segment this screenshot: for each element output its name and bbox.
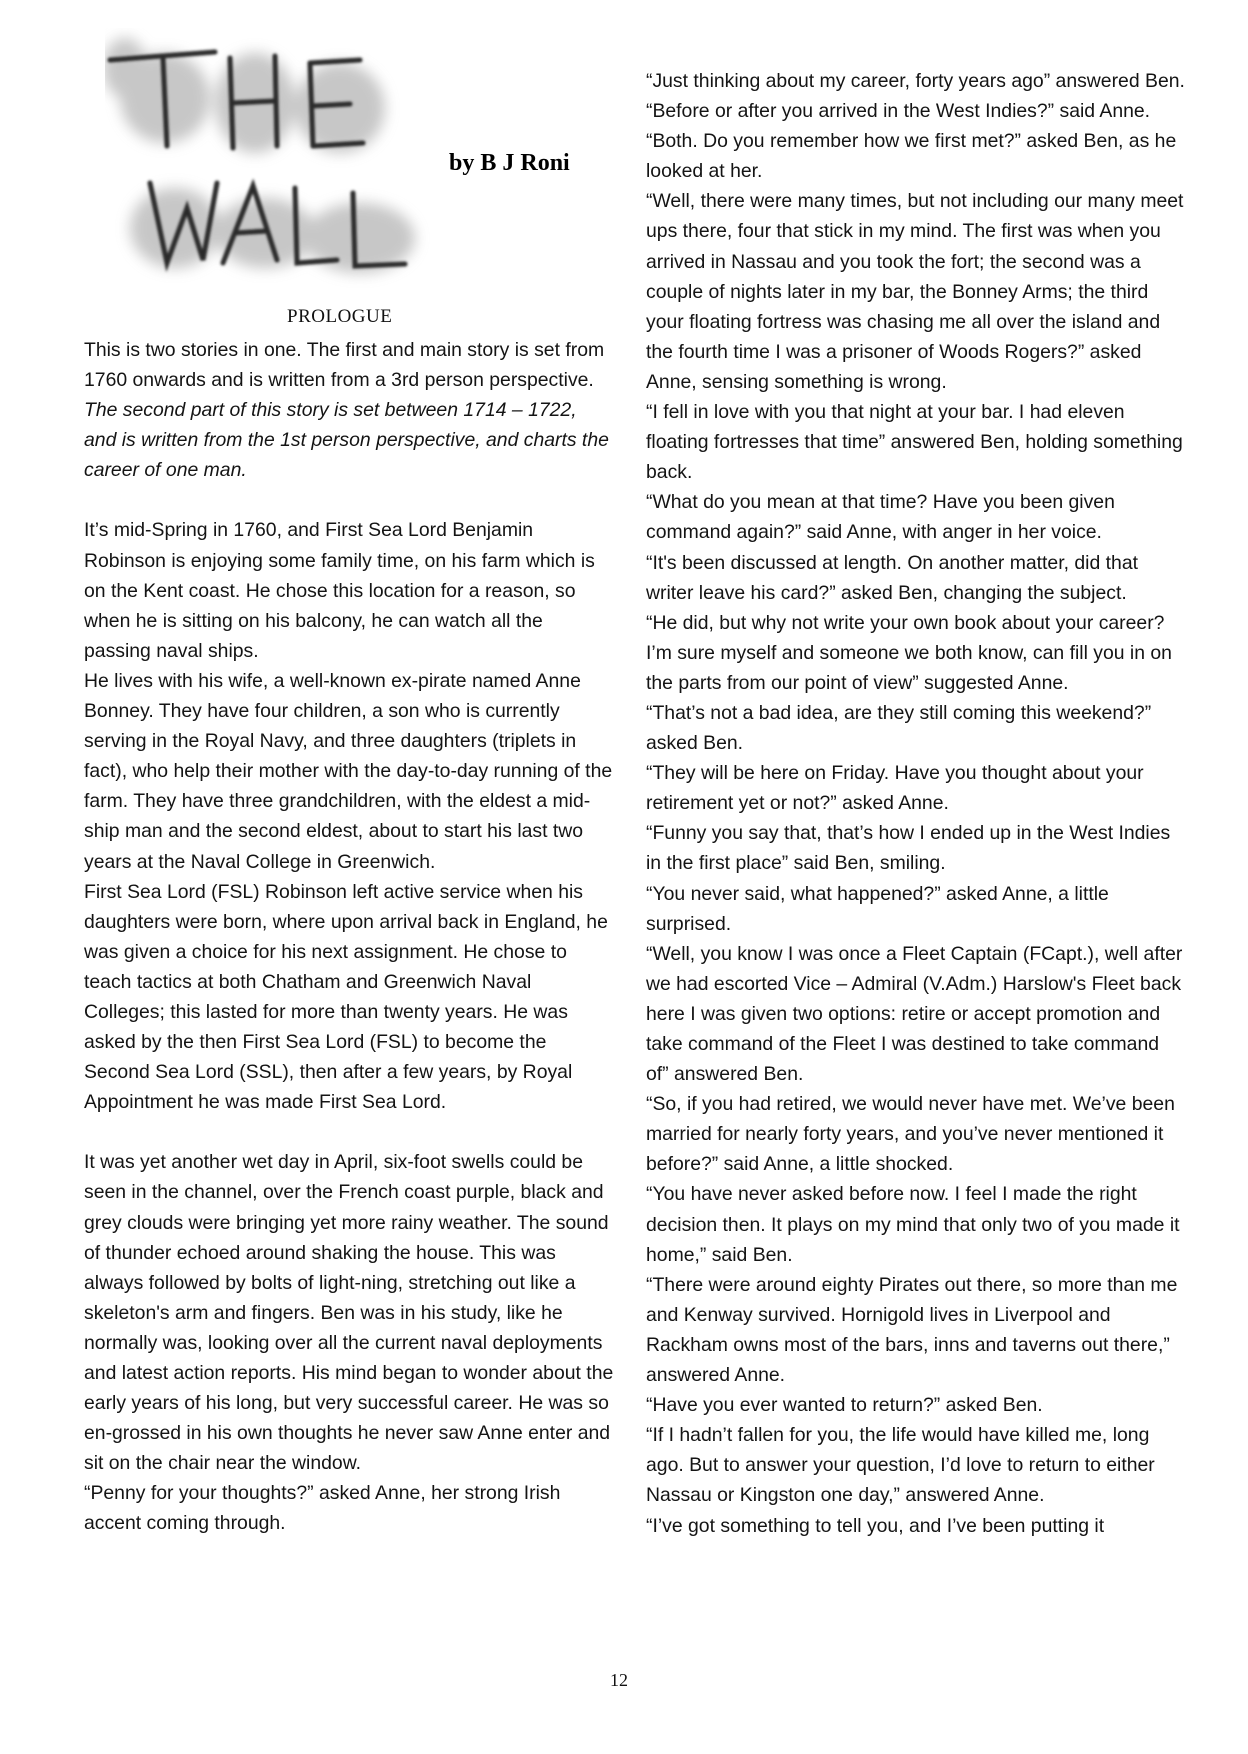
dialogue-line: “It's been discussed at length. On another matter, did that writer leave his card?” asked Ben, changing the subject. <box>646 551 1138 604</box>
dialogue-line: “Funny you say that, that’s how I ended up in the West Indies in the first place” said Ben, smiling. <box>646 822 1171 875</box>
prologue-intro-plain: This is two stories in one. The first and main story is set from 1760 onwards and is written from a 3rd person perspective. <box>84 339 605 392</box>
dialogue-line: “Well, you know I was once a Fleet Captain (FCapt.), well after we had escorted Vice – Admiral (V.Adm.) Harslow's Fleet back here I was given two options: retire or accept promotion and take command of the Fleet I was destined to take command of” answered Ben. <box>646 942 1183 1086</box>
dialogue-line: “If I hadn’t fallen for you, the life would have killed me, long ago. But to answer your question, I’d love to return to either Nassau or Kingston one day,” answered Anne. <box>646 1424 1155 1507</box>
dialogue-line: “You have never asked before now. I feel I made the right decision then. It plays on my mind that only two of you made it home,” said Ben. <box>646 1183 1180 1266</box>
dialogue-line: “There were around eighty Pirates out there, so more than me and Kenway survived. Hornigold lives in Liverpool and Rackham owns most of the bars, inns and taverns out there,” answered Anne. <box>646 1273 1178 1387</box>
story-paragraph: First Sea Lord (FSL) Robinson left active service when his daughters were born, where upon arrival back in England, he was given a choice for his next assignment. He chose to teach tactics at both Chatham and Greenwich Naval Colleges; this lasted for more than twenty years. He was asked by the then First Sea Lord (FSL) to become the Second Sea Lord (SSL), then after a few years, by Royal Appointment he was made First Sea Lord. <box>84 880 608 1114</box>
right-column <box>646 66 1186 1541</box>
story-paragraph: “Penny for your thoughts?” asked Anne, her strong Irish accent coming through. <box>84 1482 561 1535</box>
title-artwork <box>105 28 450 296</box>
dialogue-line: “Before or after you arrived in the West Indies?” said Anne. <box>646 100 1151 123</box>
prologue-heading: PROLOGUE <box>287 306 393 327</box>
dialogue-line: “Well, there were many times, but not including our many meet ups there, four that stick in my mind. The first was when you arrived in Nassau and you took the fort; the second was a couple of nights later in my bar, the Bonney Arms; the third your floating fortress was chasing me all over the island and the fourth time I was a prisoner of Woods Rogers?” asked Anne, sensing something is wrong. <box>646 190 1184 393</box>
story-paragraph: It’s mid-Spring in 1760, and First Sea Lord Benjamin Robinson is enjoying some family time, on his farm which is on the Kent coast. He chose this location for a reason, so when he is sitting on his balcony, he can watch all the passing naval ships. <box>84 519 595 662</box>
dialogue-line: “You never said, what happened?” asked Anne, a little surprised. <box>646 882 1109 935</box>
story-paragraph: He lives with his wife, a well-known ex-pirate named Anne Bonney. They have four children, a son who is currently serving in the Royal Navy, and three daughters (triplets in fact), who help their mother with the day-to-day running of the farm. They have three grandchildren, with the eldest a mid-ship man and the second eldest, about to start his last two years at the Naval College in Greenwich. <box>84 669 613 873</box>
author-byline: by B J Roni <box>449 150 570 176</box>
dialogue-line: “They will be here on Friday. Have you thought about your retirement yet or not?” asked Anne. <box>646 762 1144 815</box>
dialogue-line: “So, if you had retired, we would never have met. We’ve been married for nearly forty years, and you’ve never mentioned it before?” said Anne, a little shocked. <box>646 1093 1175 1176</box>
dialogue-line: “He did, but why not write your own book about your career? I’m sure myself and someone we both know, can fill you in on the parts from our point of view” suggested Anne. <box>646 611 1172 694</box>
dialogue-line: “I’ve got something to tell you, and I’ve been putting it <box>646 1514 1105 1537</box>
dialogue-line: “That’s not a bad idea, are they still coming this weekend?” asked Ben. <box>646 701 1152 755</box>
prologue-intro <box>84 335 614 485</box>
page-number: 12 <box>610 1670 628 1690</box>
dialogue-line: “Have you ever wanted to return?” asked Ben. <box>646 1394 1043 1417</box>
prologue-intro-italic: The second part of this story is set between 1714 – 1722, and is written from the 1st person perspective, and charts the career of one man. <box>84 399 609 482</box>
dialogue-line: “I fell in love with you that night at your bar. I had eleven floating fortresses that time” answered Ben, holding something back. <box>646 401 1183 484</box>
story-paragraph: It was yet another wet day in April, six-foot swells could be seen in the channel, over the French coast purple, black and grey clouds were bringing yet more rainy weather. The sound of thunder echoed around shaking the house. This was always followed by bolts of light-ning, stretching out like a skeleton's arm and fingers. Ben was in his study, like he normally was, looking over all the current naval deployments and latest action reports. His mind began to wonder about the early years of his long, but very successful career. He was so en-grossed in his own thoughts he never saw Anne enter and sit on the chair near the window. <box>84 1151 614 1475</box>
dialogue-line: “Just thinking about my career, forty years ago” answered Ben. <box>646 70 1185 92</box>
dialogue-line: “What do you mean at that time? Have you been given command again?” said Anne, with anger in her voice. <box>646 491 1115 544</box>
left-column <box>84 335 614 1539</box>
dialogue-line: “Both. Do you remember how we first met?” asked Ben, as he looked at her. <box>646 130 1177 183</box>
